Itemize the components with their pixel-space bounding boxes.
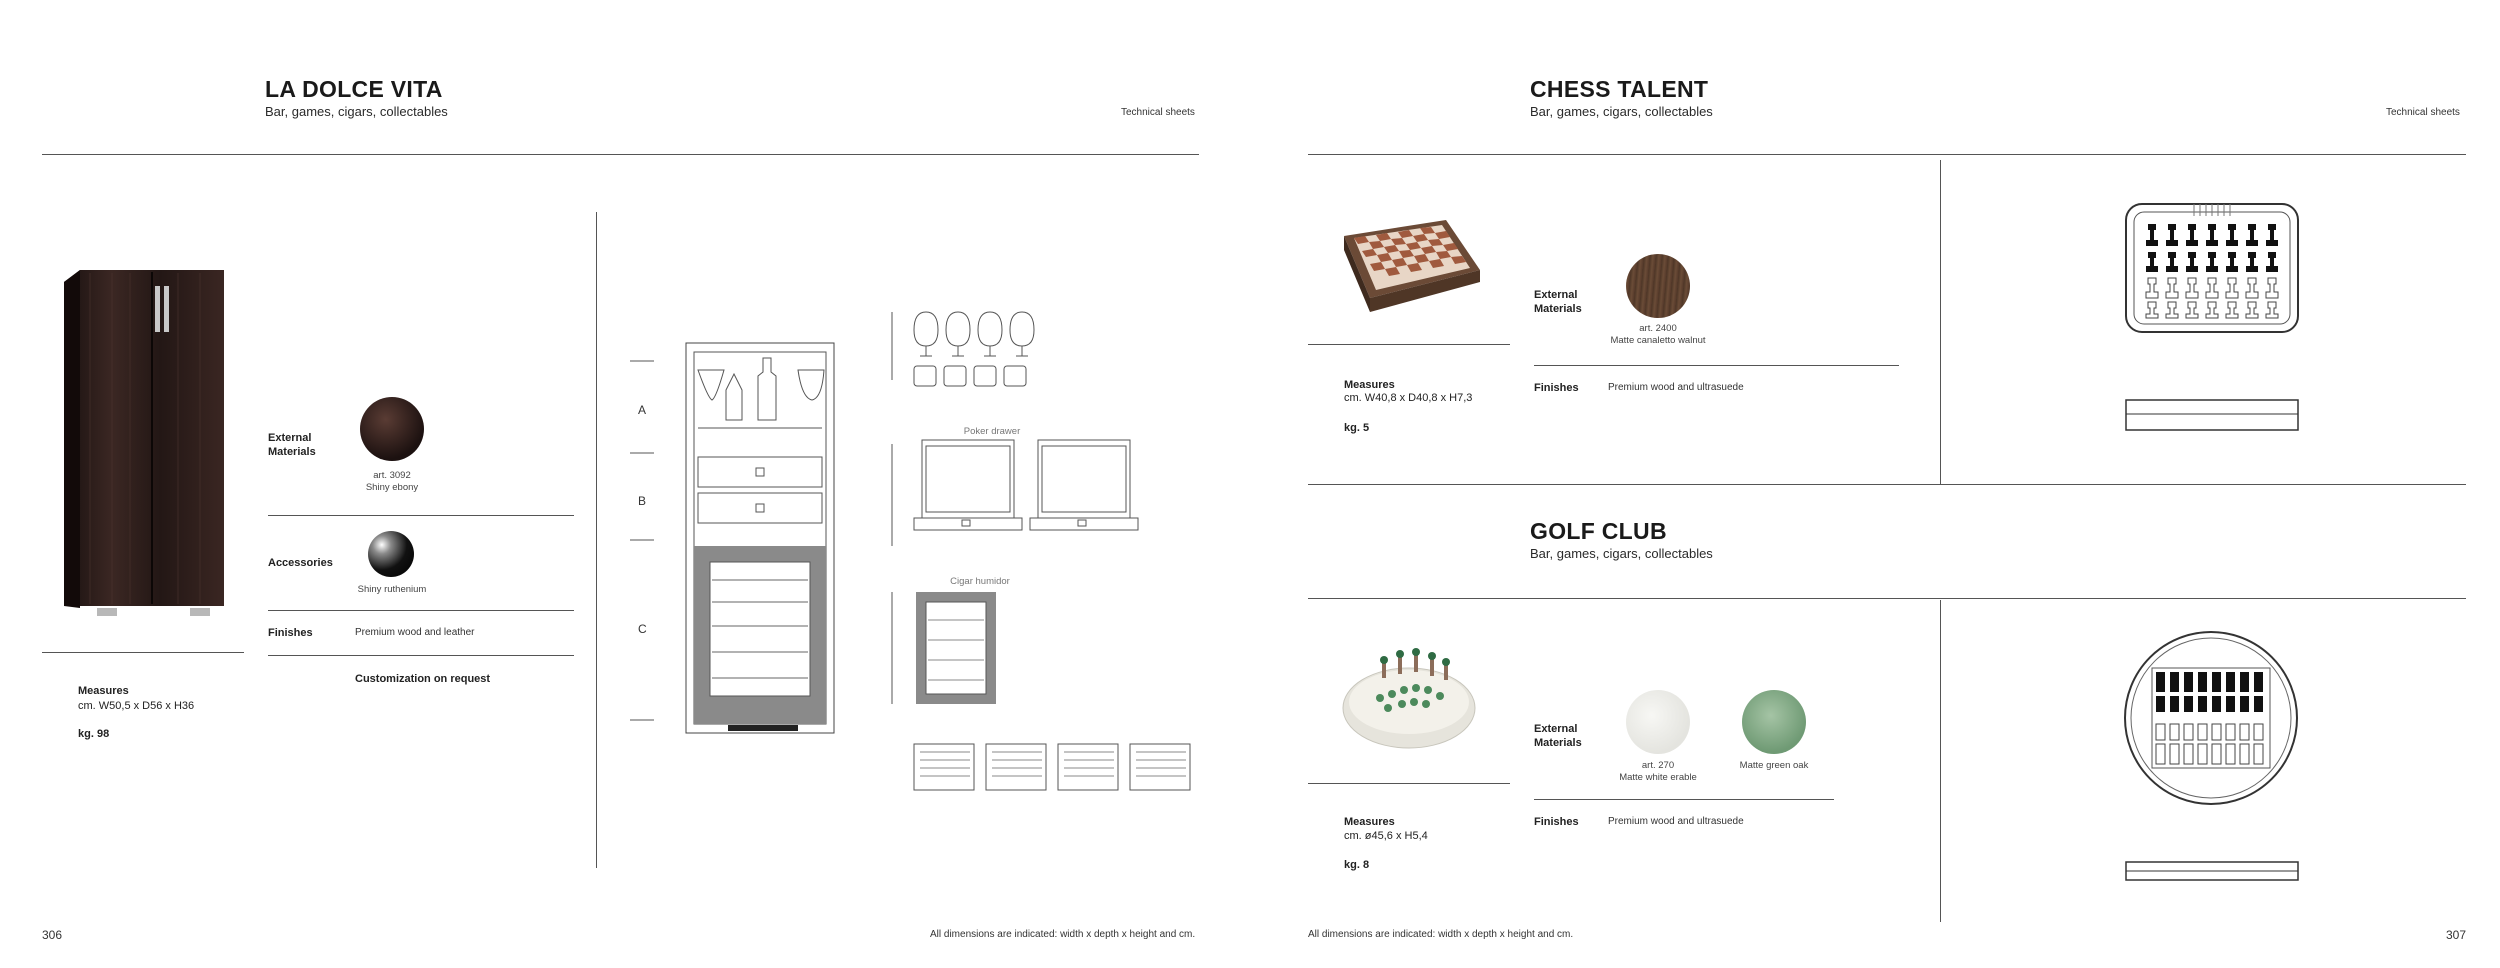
customization-note: Customization on request xyxy=(355,673,491,685)
golf-board-image xyxy=(1340,648,1478,752)
walnut-swatch xyxy=(1626,254,1690,318)
poker-drawer-caption: Poker drawer xyxy=(963,426,1021,437)
chess-materials-rule xyxy=(1534,365,1899,366)
ruthenium-name: Shiny ruthenium xyxy=(357,584,427,595)
left-header-rule xyxy=(42,154,1199,155)
chess-subtitle: Bar, games, cigars, collectables xyxy=(1530,104,1713,119)
left-title: LA DOLCE VITA xyxy=(265,76,443,102)
white-erable-art: art. 270 xyxy=(1641,760,1675,771)
chess-divider xyxy=(1940,160,1941,484)
accessories-label: Accessories xyxy=(268,557,333,569)
accessories-rule xyxy=(268,610,574,611)
cabinet-rule xyxy=(42,652,244,653)
chess-external-materials-label: External Materials xyxy=(1534,289,1582,315)
chess-box-image xyxy=(1334,216,1482,314)
golf-finishes-label: Finishes xyxy=(1534,816,1579,828)
left-section-label: Technical sheets xyxy=(1121,107,1195,118)
cigar-humidor-caption: Cigar humidor xyxy=(950,576,1010,587)
cabinet-technical-drawing xyxy=(628,340,843,740)
golf-technical-drawing xyxy=(2120,632,2302,884)
chess-weight: kg. 5 xyxy=(1344,422,1370,434)
ebony-swatch xyxy=(360,397,424,461)
chess-measures-value: cm. W40,8 x D40,8 x H7,3 xyxy=(1344,392,1473,404)
golf-divider xyxy=(1940,600,1941,922)
diagram-label-c: C xyxy=(638,622,647,636)
right-header-rule xyxy=(1308,154,2466,155)
left-page-number: 306 xyxy=(42,928,63,942)
golf-weight: kg. 8 xyxy=(1344,859,1370,871)
diagram-label-b: B xyxy=(638,494,647,508)
cabinet-image xyxy=(60,268,230,620)
left-divider xyxy=(596,212,597,868)
green-oak-swatch xyxy=(1742,690,1806,754)
golf-subtitle: Bar, games, cigars, collectables xyxy=(1530,546,1713,561)
diagram-label-a: A xyxy=(638,403,647,417)
chess-technical-drawing xyxy=(2124,202,2300,434)
materials-rule xyxy=(268,515,574,516)
golf-finishes-value: Premium wood and ultrasuede xyxy=(1608,816,1744,827)
chess-finishes-label: Finishes xyxy=(1534,382,1579,394)
left-measures-label: Measures xyxy=(78,685,129,697)
green-oak-name: Matte green oak xyxy=(1739,760,1809,771)
chess-measures-label: Measures xyxy=(1344,379,1395,391)
left-weight: kg. 98 xyxy=(78,728,110,740)
left-measures-value: cm. W50,5 x D56 x H36 xyxy=(78,700,195,712)
golf-image-rule xyxy=(1308,783,1510,784)
right-section-label: Technical sheets xyxy=(2386,107,2460,118)
chess-finishes-value: Premium wood and ultrasuede xyxy=(1608,382,1744,393)
left-footnote: All dimensions are indicated: width x depth x height and cm. xyxy=(930,929,1196,940)
ruthenium-swatch xyxy=(368,531,414,577)
golf-measures-label: Measures xyxy=(1344,816,1395,828)
right-footnote: All dimensions are indicated: width x depth x height and cm. xyxy=(1308,929,1574,940)
middle-rule xyxy=(1308,484,2466,485)
chess-image-rule xyxy=(1308,344,1510,345)
accessory-drawings xyxy=(890,300,1210,780)
golf-external-materials-label: External Materials xyxy=(1534,723,1582,749)
ebony-art: art. 3092 xyxy=(373,470,411,481)
left-subtitle: Bar, games, cigars, collectables xyxy=(265,104,448,119)
walnut-art: art. 2400 xyxy=(1639,323,1677,334)
right-page-number: 307 xyxy=(2446,928,2467,942)
white-erable-name: Matte white erable xyxy=(1619,772,1697,783)
left-external-materials-label: External Materials xyxy=(268,432,316,458)
walnut-name: Matte canaletto walnut xyxy=(1610,335,1706,346)
golf-materials-rule xyxy=(1534,799,1834,800)
golf-measures-value: cm. ø45,6 x H5,4 xyxy=(1344,830,1428,842)
left-finishes-value: Premium wood and leather xyxy=(355,627,475,638)
left-finishes-label: Finishes xyxy=(268,627,313,639)
golf-header-rule xyxy=(1308,598,2466,599)
finishes-rule xyxy=(268,655,574,656)
chess-title: CHESS TALENT xyxy=(1530,76,1709,102)
white-erable-swatch xyxy=(1626,690,1690,754)
ebony-name: Shiny ebony xyxy=(365,482,419,493)
golf-title: GOLF CLUB xyxy=(1530,518,1667,544)
